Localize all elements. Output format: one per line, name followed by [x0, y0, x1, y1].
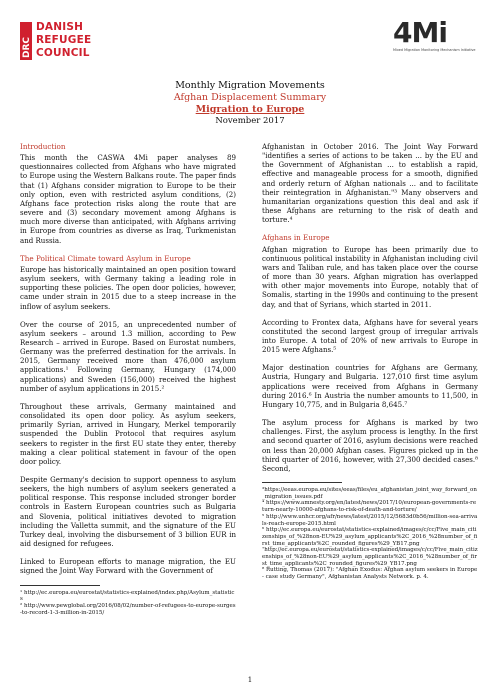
paragraph: Throughout these arrivals, Germany maintained and consolidated its open door policy. As asylum seekers, primarily Syrian, arrived in Hungary, Merkel temporarily suspended the Dublin Protocol that requires asylum seekers to register in the first EU state they enter, thereby making a clear political statement in favour of the open door policy. [20, 401, 236, 466]
title-line-2: Afghan Displacement Summary [173, 92, 327, 103]
footnote: ⁷http://ec.europa.eu/eurostat/statistics-explained/images/c/cc/Five_main_citizenships_of_%28non-EU%29_asylum_applicants%2C_2016_%28number_of_first_time_applicants%2C_rounded_figures%29_YB17.png [262, 547, 478, 567]
footnote: ⁶ http://ec.europa.eu/eurostat/statistics-explained/images/c/cc/Five_main_citizenships_of_%28non-EU%29_asylum_applicants%2C_2016_%28number_of_first_time_applicants%2C_rounded_figures%29_YB17.png [262, 527, 478, 547]
footnote: ⁸ Rutting, Thomas (2017): "Afghan Exodus: Afghan asylum seekers in Europe - case study Germany", Afghanistan Analysts Network. p. 4. [262, 567, 478, 581]
paragraph: Afghan migration to Europe has been primarily due to continuous political instability in Afghanistan including civil wars and Taliban rule, and has taken place over the course of more than 30 years. Afghan migration has overlapped with other major movements into Europe, notably that of Somalis, starting in the 1990s and continuing to the present day, and that of Syrians, which started in 2011. [262, 244, 478, 309]
right-column [262, 142, 478, 581]
footnote: ¹ http://ec.europa.eu/eurostat/statistics-explained/index.php/Asylum_statistics [20, 589, 235, 603]
title-date: November 2017 [215, 116, 285, 126]
drc-logo-mark: DRC [20, 22, 32, 60]
footnote: ⁴ https://www.amnesty.org/en/latest/news/2017/10/european-governments-return-nearly-10000-afghans-to-risk-of-death-and-torture/ [262, 500, 477, 514]
intro-paragraph: This month the CASWA 4Mi paper analyses 89 questionnaires collected from Afghans who have migrated to Europe using the Western Balkans route. The paper finds that (1) Afghans consider migration to Europe to be their only option, even with restricted asylum conditions, (2) Afghans face protection risks along the route that are severe and (3) secondary movement among Afghans is much more diverse than anticipated, with Afghans arriving in Europe from countries as diverse as Iraq, Turkmenistan and Russia. [20, 153, 236, 245]
afghans-heading: Afghans in Europe [262, 233, 330, 243]
footnote-rule [262, 482, 342, 483]
left-column [20, 142, 236, 616]
title-line-3: Migration to Europe [195, 104, 305, 115]
paragraph: Despite Germany's decision to support openness to asylum seekers, the high numbers of asylum seekers generated a political response. This response included stronger border controls in Eastern European countries such as Bulgaria and Slovenia, political initiatives devoted to migration including the Valletta summit, and the signature of the EU Turkey deal, involving the disbursement of 3 billion EUR in aid designed for refugees. [20, 475, 236, 549]
paragraph: Linked to European efforts to manage migration, the EU signed the Joint Way Forward with the Government of [20, 557, 236, 576]
page-number: 1 [247, 676, 253, 684]
climate-heading: The Political Climate toward Asylum in Europe [20, 253, 191, 263]
paragraph: Afghanistan in October 2016. The Joint Way Forward "identifies a series of actions to be taken ... by the EU and the Government of Afghanistan ... to establish a rapid, effective and manageable process for a smooth, dignified and orderly return of Afghan nationals ... and to facilitate their reintegration in Afghanistan."³ Many observers and humanitarian organizations question this deal and ask if these Afghans are returning to the risk of death and torture.⁴ [262, 142, 478, 225]
paragraph: Europe has historically maintained an open position toward asylum seekers, with Germany taking a leading role in supporting these policies. The open door policies, however, came under strain in 2015 due to a steep increase in the inflow of asylum seekers. [20, 264, 236, 311]
paragraph: Over the course of 2015, an unprecedented number of asylum seekers – around 1.3 million, according to Pew Research – arrived in Europe. Based on Eurostat numbers, Germany was the preferred destination for the arrivals. In 2015, Germany received more than 476,000 asylum applications.¹ Following Germany, Hungary (174,000 applications) and Sweden (156,000) received the highest number of asylum applications in 2015.² [20, 319, 236, 393]
document-title [0, 80, 500, 127]
drc-logo-text: DANISH REFUGEE COUNCIL [36, 21, 92, 59]
footnote: ³https://eeas.europa.eu/sites/eeas/files/eu_afghanistan_joint_way_forward_on_migration_issues.pdf [262, 487, 477, 500]
4mi-logo: 4Mi Mixed Migration Monitoring Mechanism Initiative [393, 16, 476, 52]
paragraph: Major destination countries for Afghans are Germany, Austria, Hungary and Bulgaria. 127,010 first time asylum applications were received from Afghans in Germany during 2016.⁶ In Austria the number amounts to 11,500, in Hungary 10,775, and in Bulgaria 8,645.⁷ [262, 363, 478, 409]
footnote: ² http://www.pewglobal.org/2016/08/02/number-of-refugees-to-europe-surges-to-record-1-3-million-in-2015/ [20, 602, 236, 616]
footnote: ⁵ http://www.unhcr.org/afr/news/latest/2015/12/5683d0b56/million-sea-arrivals-reach-europe-2015.html [262, 513, 478, 527]
intro-heading: Introduction [20, 142, 66, 151]
paragraph: According to Frontex data, Afghans have for several years constituted the second largest group of irregular arrivals into Europe. A total of 20% of new arrivals to Europe in 2015 were Afghans.⁵ [262, 317, 478, 355]
paragraph: The asylum process for Afghans is marked by two challenges. First, the asylum process is lengthy. In the first and second quarter of 2016, asylum decisions were reached on less than 20,000 Afghan cases. Figures picked up in the third quarter of 2016, however, with 27,300 decided cases.⁸ Second, [262, 418, 478, 473]
title-line-1: Monthly Migration Movements [175, 80, 325, 91]
footnote-rule [20, 585, 100, 586]
